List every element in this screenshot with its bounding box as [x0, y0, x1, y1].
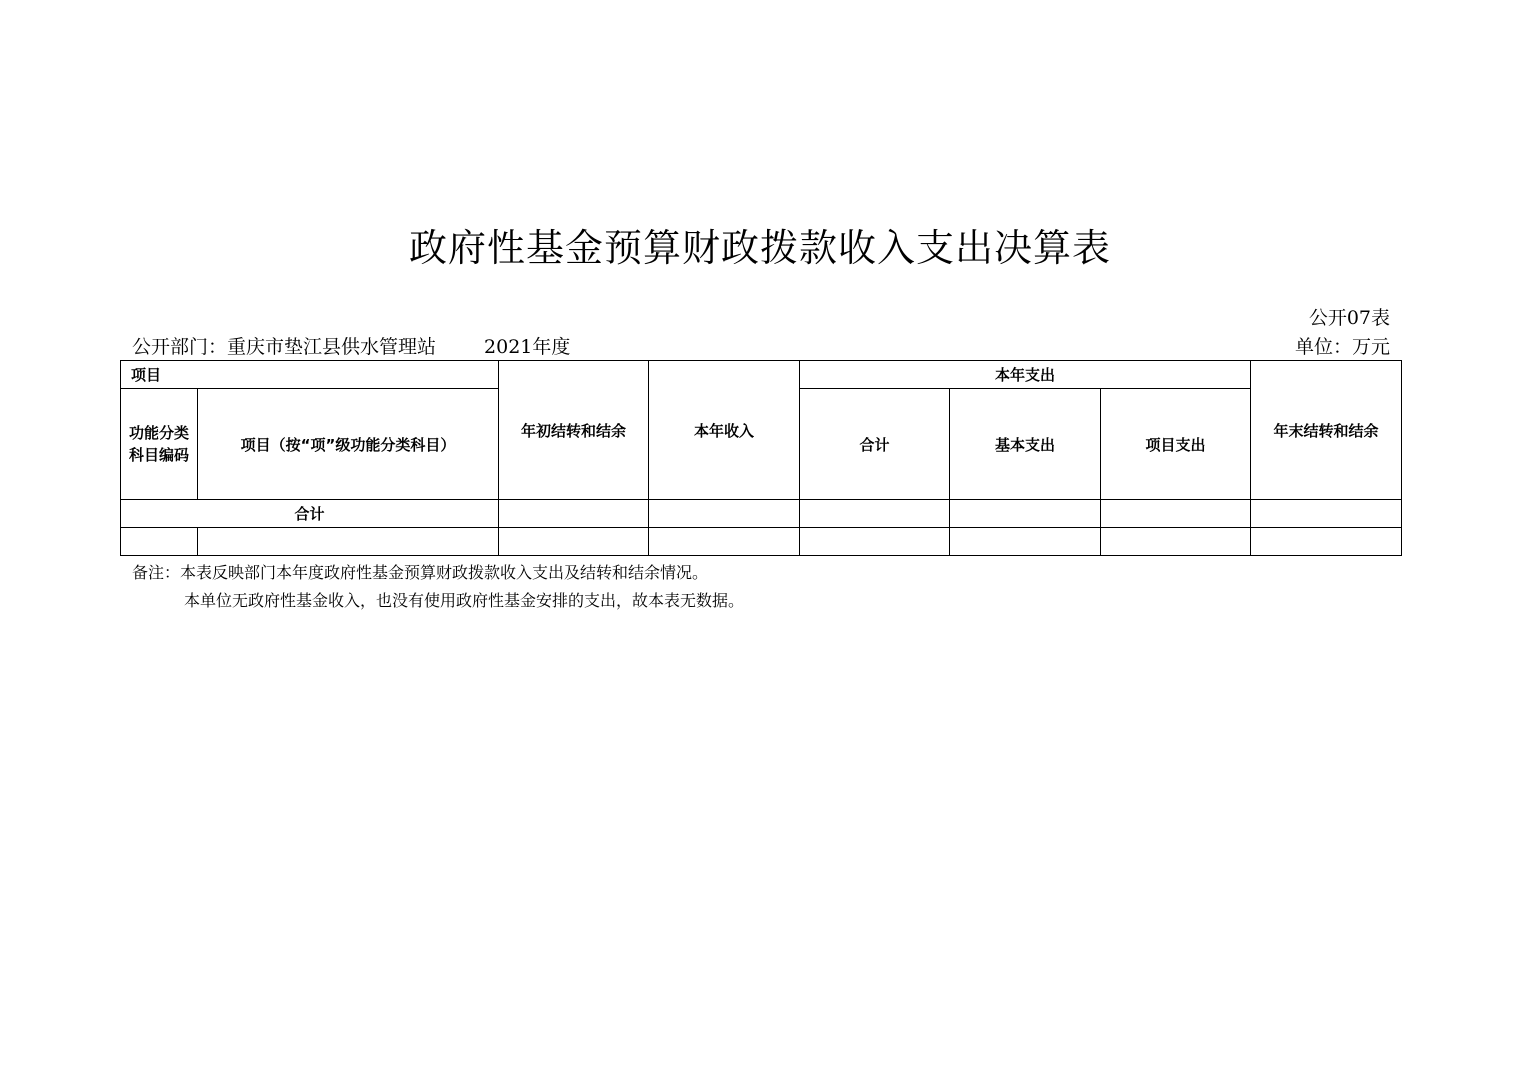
budget-table — [120, 360, 1402, 556]
total-current-income — [649, 500, 800, 528]
total-expense-total — [800, 500, 950, 528]
department-line — [132, 335, 570, 359]
cell-basic-expense — [950, 528, 1101, 556]
header-beginning-balance: 年初结转和结余 — [499, 361, 649, 500]
cell-expense-total — [800, 528, 950, 556]
total-beginning-balance — [499, 500, 649, 528]
header-row-1 — [121, 361, 1402, 389]
page-title: 政府性基金预算财政拨款收入支出决算表 — [408, 226, 1111, 270]
total-ending-balance — [1251, 500, 1402, 528]
header-project-expense: 项目支出 — [1101, 389, 1251, 500]
header-item-detail: 项目（按“项”级功能分类科目） — [198, 389, 499, 500]
cell-code — [121, 528, 198, 556]
cell-ending-balance — [1251, 528, 1402, 556]
cell-current-income — [649, 528, 800, 556]
header-code: 功能分类科目编码 — [121, 389, 198, 500]
form-number: 公开07表 — [1308, 307, 1390, 329]
unit-label: 单位：万元 — [1294, 336, 1390, 358]
note-line-2: 本单位无政府性基金收入，也没有使用政府性基金安排的支出，故本表无数据。 — [184, 591, 745, 610]
notes — [132, 559, 744, 615]
note-line-1: 备注：本表反映部门本年度政府性基金预算财政拨款收入支出及结转和结余情况。 — [132, 563, 709, 582]
total-label: 合计 — [121, 500, 499, 528]
total-row — [121, 500, 1402, 528]
header-current-income: 本年收入 — [649, 361, 800, 500]
cell-project-expense — [1101, 528, 1251, 556]
header-current-expense: 本年支出 — [800, 361, 1251, 389]
cell-item — [198, 528, 499, 556]
header-expense-total: 合计 — [800, 389, 950, 500]
header-basic-expense: 基本支出 — [950, 389, 1101, 500]
total-basic-expense — [950, 500, 1101, 528]
department-name: 公开部门：重庆市垫江县供水管理站 — [132, 336, 437, 358]
fiscal-year: 2021年度 — [484, 336, 571, 358]
header-ending-balance: 年末结转和结余 — [1251, 361, 1402, 500]
cell-beginning-balance — [499, 528, 649, 556]
table-row — [121, 528, 1402, 556]
total-project-expense — [1101, 500, 1251, 528]
header-item: 项目 — [121, 361, 499, 389]
